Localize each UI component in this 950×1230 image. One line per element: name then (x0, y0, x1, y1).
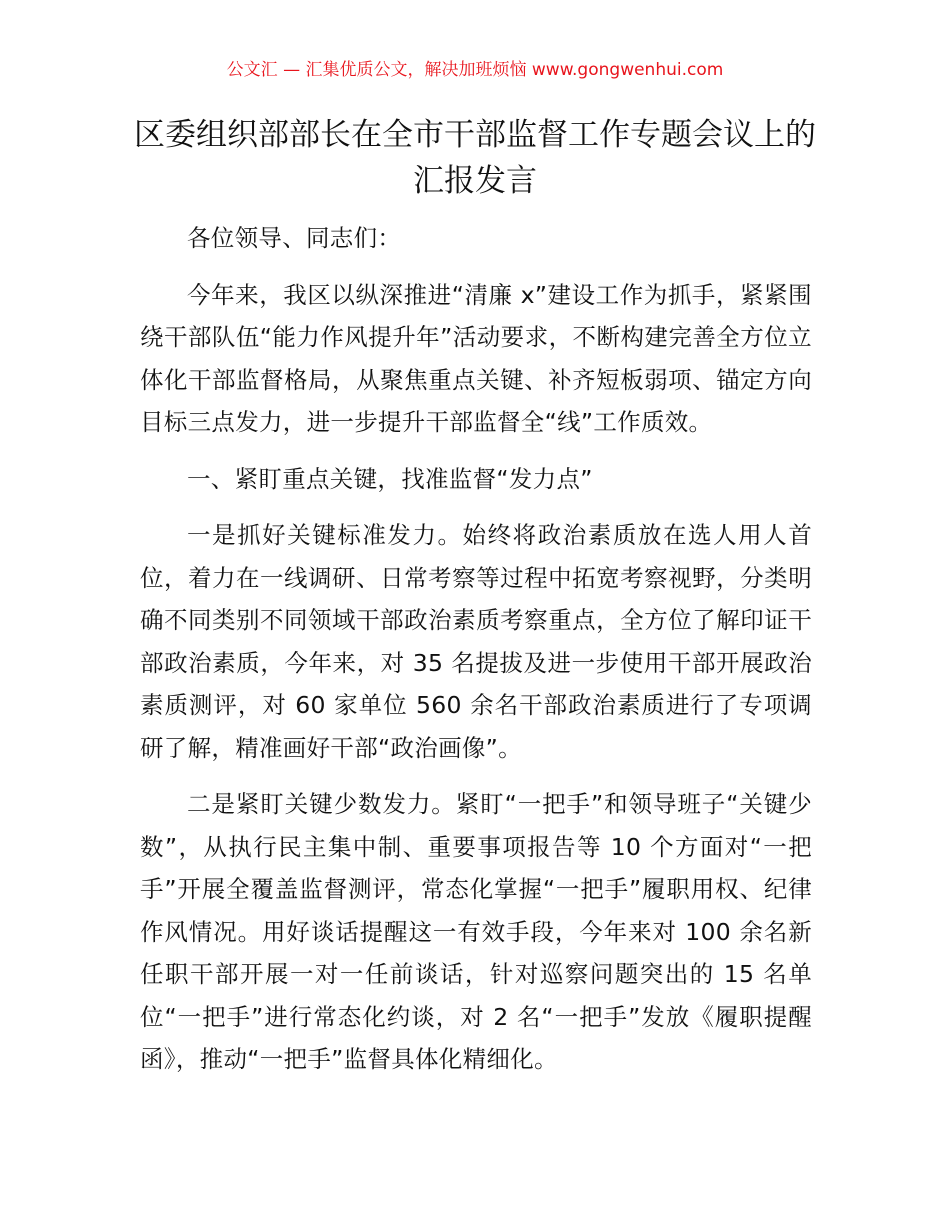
greeting-paragraph: 各位领导、同志们： (187, 224, 402, 252)
document-title: 区委组织部部长在全市干部监督工作专题会议上的汇报发言 (134, 117, 816, 199)
site-banner: 公文汇 — 汇集优质公文，解决加班烦恼 www.gongwenhui.com (226, 60, 724, 80)
intro-paragraph: 今年来，我区以纵深推进“清廉 x”建设工作为抓手，紧紧围绕干部队伍“能力作风提升年”活动要求，不断构建完善全方位立体化干部监督格局，从聚焦重点关键、补齐短板弱项、锚定方向目标三点发力，进一步提升干部监督全“线”工作质效。 (140, 280, 812, 436)
section-heading-1: 一、紧盯重点关键，找准监督“发力点” (187, 464, 593, 493)
body-paragraph-1: 一是抓好关键标准发力。始终将政治素质放在选人用人首位，着力在一线调研、日常考察等过程中拓宽考察视野，分类明确不同类别不同领域干部政治素质考察重点，全方位了解印证干部政治素质，今年来，对 35 名提拔及进一步使用干部开展政治素质测评，对 60 家单位 560 余名干部政治素质进行了专项调研了解，精准画好干部“政治画像”。 (140, 521, 812, 762)
body-paragraph-2: 二是紧盯关键少数发力。紧盯“一把手”和领导班子“关键少数”，从执行民主集中制、重要事项报告等 10 个方面对“一把手”开展全覆盖监督测评，常态化掌握“一把手”履职用权、纪律作风情况。用好谈话提醒这一有效手段，今年来对 100 余名新任职干部开展一对一任前谈话，针对巡察问题突出的 15 名单位“一把手”进行常态化约谈，对 2 名“一把手”发放《履职提醒函》，推动“一把手”监督具体化精细化。 (140, 790, 812, 1073)
document-body (140, 217, 812, 1095)
